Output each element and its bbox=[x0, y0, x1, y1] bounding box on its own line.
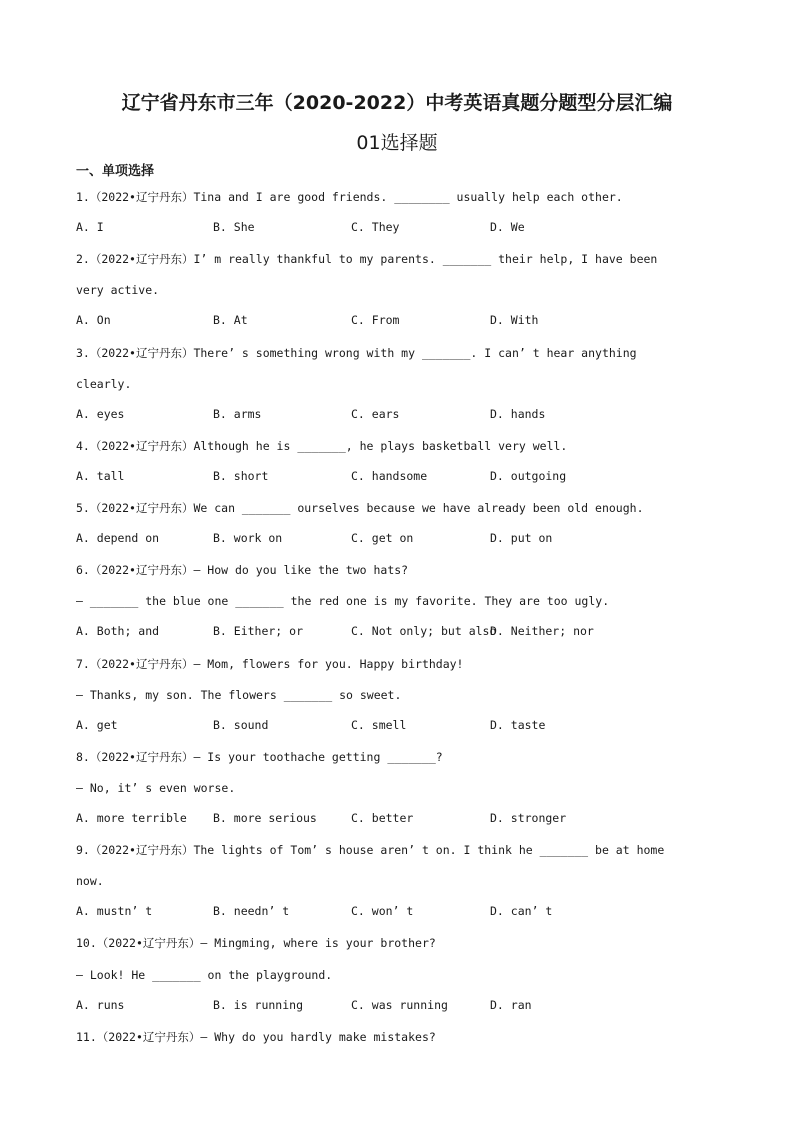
answer-option: B. short bbox=[213, 469, 269, 483]
answer-option: C. ears bbox=[351, 407, 400, 421]
answer-option: A. eyes bbox=[76, 407, 125, 421]
answer-option: D. ran bbox=[490, 998, 532, 1012]
answer-option: B. more serious bbox=[213, 811, 317, 825]
answer-option: C. was running bbox=[351, 998, 448, 1012]
answer-option: A. tall bbox=[76, 469, 125, 483]
question-stem-continued: — Look! He _______ on the playground. bbox=[76, 968, 333, 982]
answer-option: B. sound bbox=[213, 718, 269, 732]
question-stem: 9.（2022•辽宁丹东）The lights of Tom’ s house aren’ t on. I think he _______ be at home bbox=[76, 843, 665, 857]
question-stem: 3.（2022•辽宁丹东）There’ s something wrong with my _______. I can’ t hear anything bbox=[76, 346, 637, 360]
question-stem: 8.（2022•辽宁丹东）— Is your toothache getting _______? bbox=[76, 750, 443, 764]
answer-option: B. Either; or bbox=[213, 624, 304, 638]
answer-option: B. is running bbox=[213, 998, 304, 1012]
answer-option: D. Neither; nor bbox=[490, 624, 594, 638]
section-heading: 一、单项选择 bbox=[76, 164, 155, 179]
answer-option: A. On bbox=[76, 313, 111, 327]
answer-option: B. At bbox=[213, 313, 248, 327]
answer-option: D. With bbox=[490, 313, 539, 327]
answer-option: A. Both; and bbox=[76, 624, 160, 638]
question-stem: 2.（2022•辽宁丹东）I’ m really thankful to my parents. _______ their help, I have been bbox=[76, 252, 658, 266]
question-stem-continued: clearly. bbox=[76, 377, 132, 391]
answer-option: C. better bbox=[351, 811, 414, 825]
answer-option: C. handsome bbox=[351, 469, 428, 483]
question-stem: 7.（2022•辽宁丹东）— Mom, flowers for you. Happy birthday! bbox=[76, 657, 464, 671]
question-stem-continued: now. bbox=[76, 874, 104, 888]
question-stem-continued: — _______ the blue one _______ the red one is my favorite. They are too ugly. bbox=[76, 594, 610, 608]
answer-option: A. mustn’ t bbox=[76, 904, 153, 918]
answer-option: A. runs bbox=[76, 998, 125, 1012]
answer-option: C. smell bbox=[351, 718, 407, 732]
answer-option: B. arms bbox=[213, 407, 262, 421]
answer-option: A. more terrible bbox=[76, 811, 187, 825]
answer-option: A. get bbox=[76, 718, 118, 732]
question-stem: 11.（2022•辽宁丹东）— Why do you hardly make mistakes? bbox=[76, 1030, 436, 1044]
question-stem-continued: — No, it’ s even worse. bbox=[76, 781, 236, 795]
question-stem: 10.（2022•辽宁丹东）— Mingming, where is your brother? bbox=[76, 936, 436, 950]
document-title: 辽宁省丹东市三年（2020-2022）中考英语真题分题型分层汇编 bbox=[121, 92, 673, 114]
answer-option: B. She bbox=[213, 220, 255, 234]
question-stem-continued: very active. bbox=[76, 283, 160, 297]
answer-option: D. We bbox=[490, 220, 525, 234]
answer-option: C. get on bbox=[351, 531, 414, 545]
answer-option: D. can’ t bbox=[490, 904, 553, 918]
answer-option: A. I bbox=[76, 220, 104, 234]
answer-option: C. Not only; but also bbox=[351, 624, 497, 638]
answer-option: D. hands bbox=[490, 407, 546, 421]
answer-option: D. stronger bbox=[490, 811, 567, 825]
answer-option: D. taste bbox=[490, 718, 546, 732]
question-stem: 6.（2022•辽宁丹东）— How do you like the two hats? bbox=[76, 563, 409, 577]
answer-option: C. won’ t bbox=[351, 904, 414, 918]
question-stem-continued: — Thanks, my son. The flowers _______ so sweet. bbox=[76, 688, 402, 702]
answer-option: B. needn’ t bbox=[213, 904, 290, 918]
question-stem: 4.（2022•辽宁丹东）Although he is _______, he plays basketball very well. bbox=[76, 439, 568, 453]
answer-option: D. outgoing bbox=[490, 469, 567, 483]
question-stem: 1.（2022•辽宁丹东）Tina and I are good friends. ________ usually help each other. bbox=[76, 190, 623, 204]
document-subtitle: 01选择题 bbox=[356, 132, 438, 154]
answer-option: B. work on bbox=[213, 531, 283, 545]
answer-option: A. depend on bbox=[76, 531, 160, 545]
question-stem: 5.（2022•辽宁丹东）We can _______ ourselves because we have already been old enough. bbox=[76, 501, 644, 515]
answer-option: C. From bbox=[351, 313, 400, 327]
answer-option: D. put on bbox=[490, 531, 553, 545]
answer-option: C. They bbox=[351, 220, 400, 234]
